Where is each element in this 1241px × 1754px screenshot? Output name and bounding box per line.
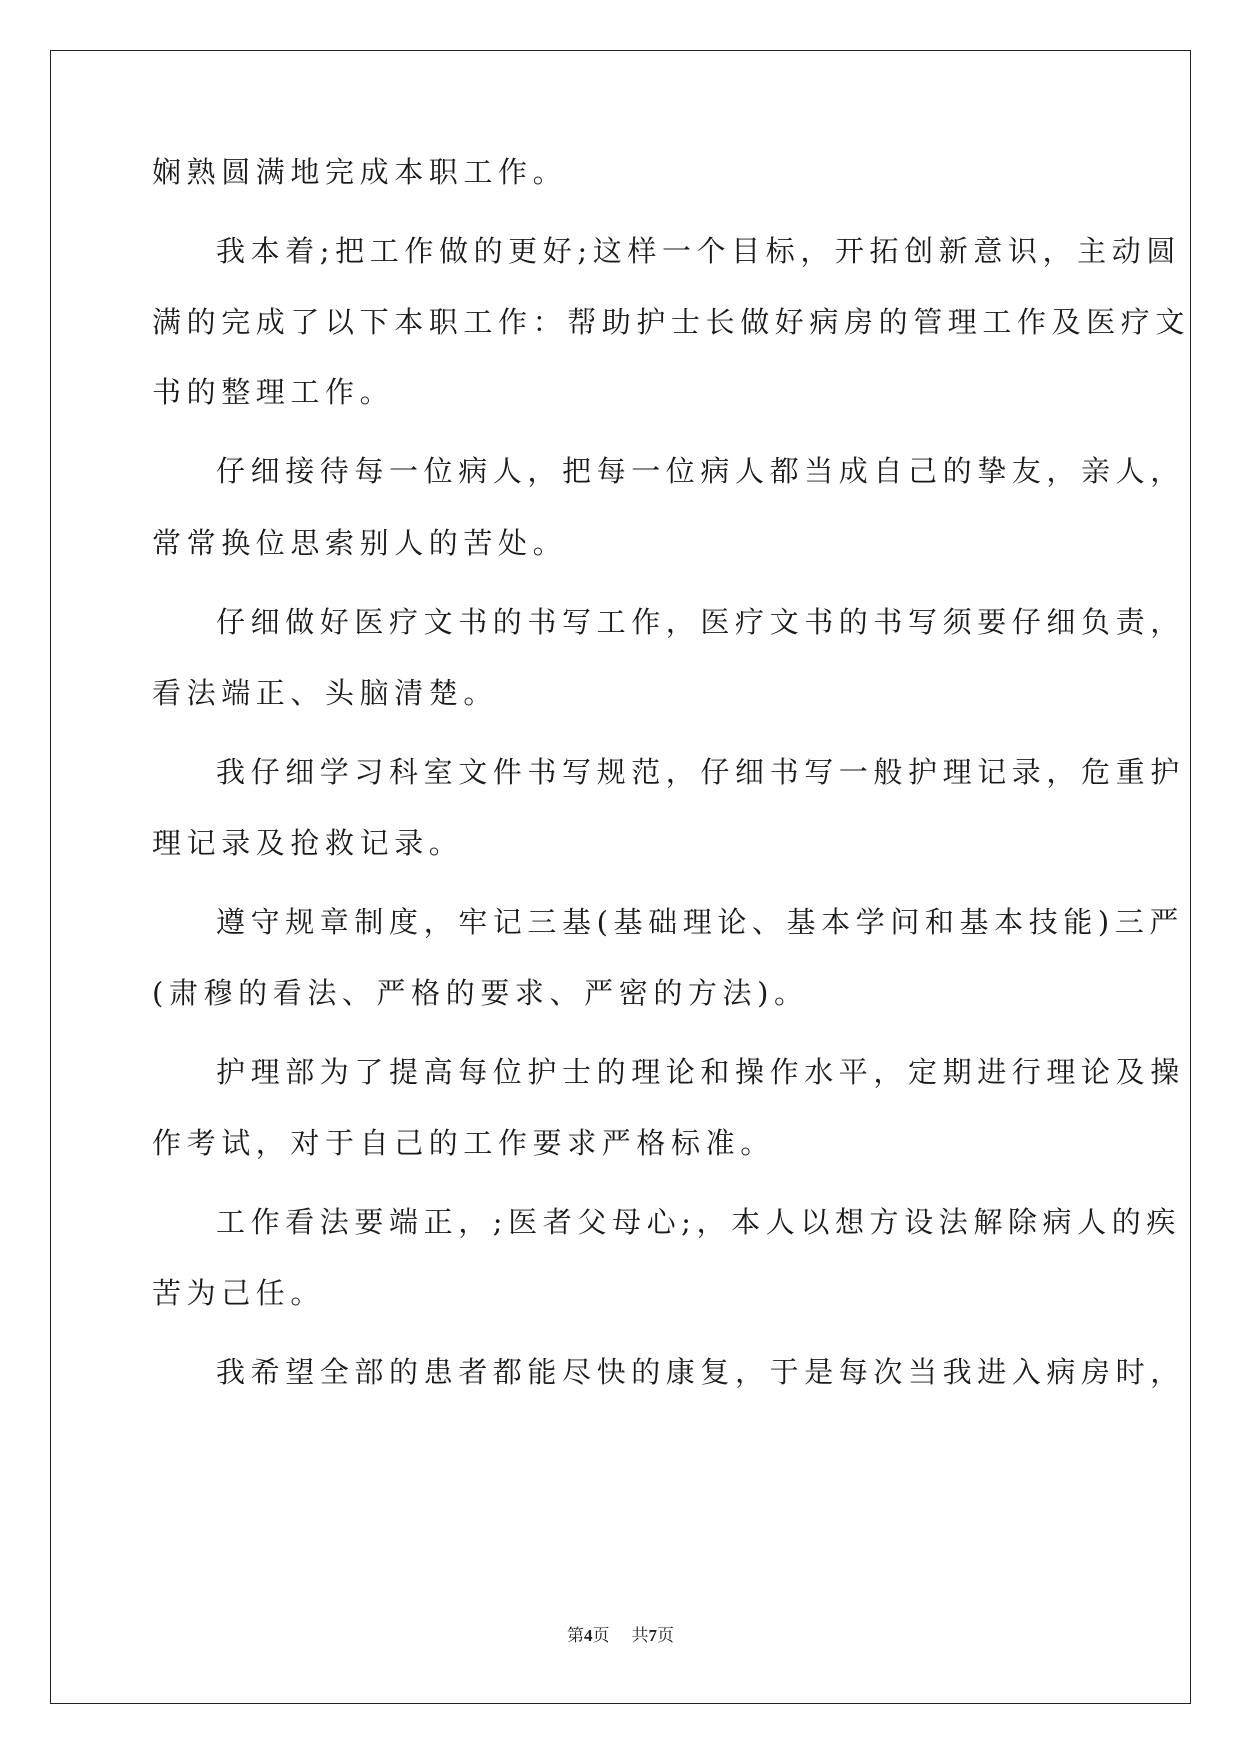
page-number: 4 xyxy=(584,1626,593,1645)
text-line: 娴熟圆满地完成本职工作。 xyxy=(152,155,568,189)
text-line: 看法端正、头脑清楚。 xyxy=(152,676,499,710)
total-suffix: 页 xyxy=(657,1626,674,1645)
text-line: 遵守规章制度，牢记三基(基础理论、基本学问和基本技能)三严 xyxy=(216,905,1185,939)
text-line: 我本着;把工作做的更好;这样一个目标，开拓创新意识，主动圆 xyxy=(216,234,1181,268)
text-line: (肃穆的看法、严格的要求、严密的方法)。 xyxy=(152,976,809,1010)
text-line: 作考试，对于自己的工作要求严格标准。 xyxy=(152,1126,775,1160)
text-line: 常常换位思索别人的苦处。 xyxy=(152,526,568,560)
text-line: 苦为己任。 xyxy=(152,1276,326,1310)
text-line: 我希望全部的患者都能尽快的康复，于是每次当我进入病房时， xyxy=(216,1355,1185,1389)
page-prefix: 第 xyxy=(567,1626,584,1645)
text-line: 仔细做好医疗文书的书写工作，医疗文书的书写须要仔细负责， xyxy=(216,605,1185,639)
text-line: 护理部为了提高每位护士的理论和操作水平，定期进行理论及操 xyxy=(216,1055,1185,1089)
text-line: 满的完成了以下本职工作：帮助护士长做好病房的管理工作及医疗文 xyxy=(152,305,1191,339)
total-prefix: 共 xyxy=(631,1626,649,1645)
text-line: 书的整理工作。 xyxy=(152,375,395,409)
page-footer xyxy=(0,1624,1241,1648)
page-suffix: 页 xyxy=(592,1626,610,1645)
text-line: 工作看法要端正，;医者父母心;，本人以想方设法解除病人的疾 xyxy=(216,1205,1181,1239)
text-line: 我仔细学习科室文件书写规范，仔细书写一般护理记录，危重护 xyxy=(216,755,1185,789)
text-line: 理记录及抢救记录。 xyxy=(152,826,464,860)
text-line: 仔细接待每一位病人，把每一位病人都当成自己的挚友，亲人， xyxy=(216,454,1185,488)
total-pages: 7 xyxy=(648,1626,657,1645)
page-border xyxy=(50,50,1191,1704)
